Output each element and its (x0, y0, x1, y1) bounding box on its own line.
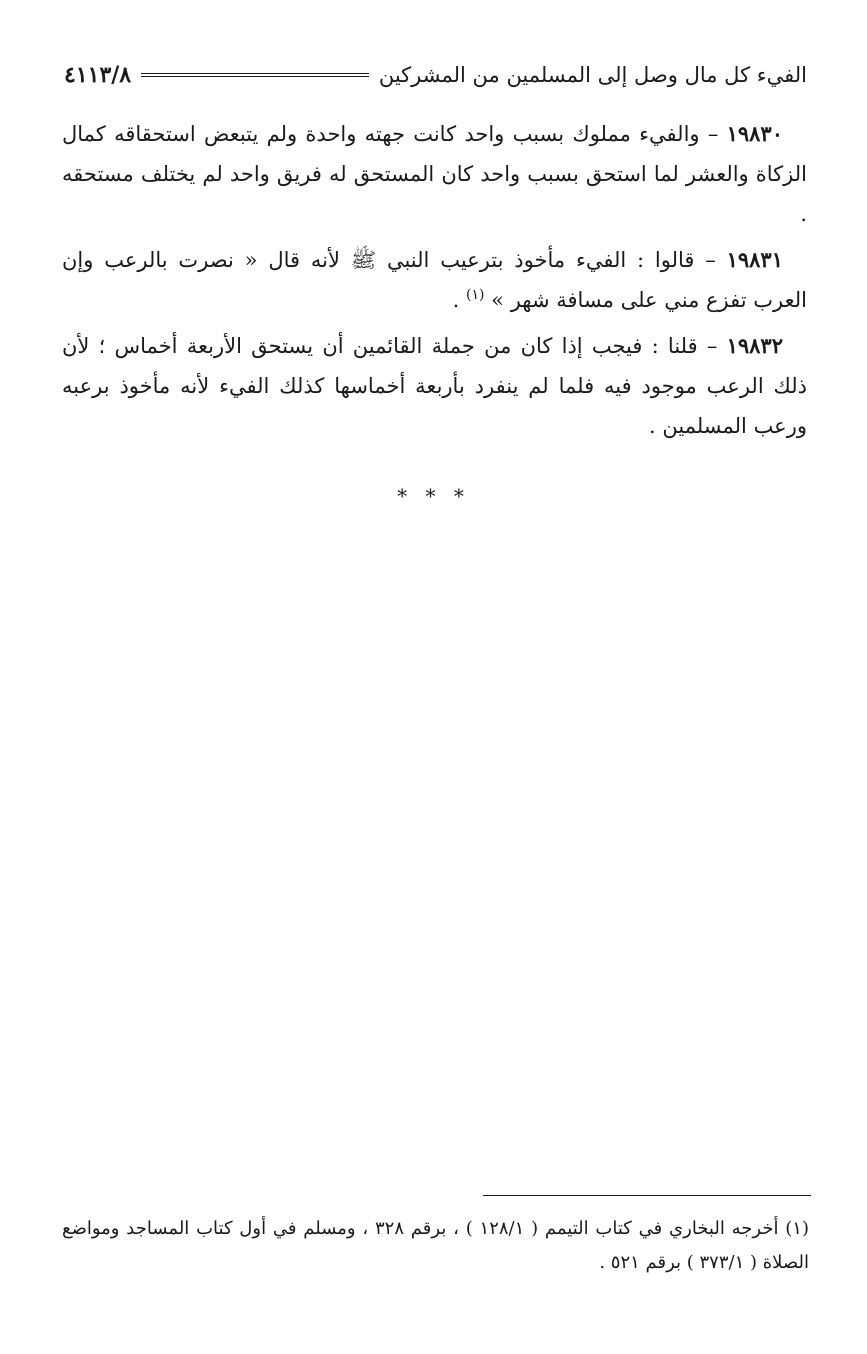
page-reference: ٤١١٣/٨ (64, 62, 132, 88)
running-title: الفيء كل مال وصل إلى المسلمين من المشركين (378, 63, 807, 87)
section-separator: * * * (397, 484, 470, 508)
footnote-1: (١) أخرجه البخاري في كتاب التيمم ( ١٢٨/١ ) ، برقم ٣٢٨ ، ومسلم في أول كتاب المساجد ومواضع الصلاة ( ٣٧٣/١ ) برقم ٥٢١ . (62, 1218, 809, 1273)
footnote-rule (483, 1195, 811, 1196)
main-text (62, 114, 807, 452)
header-rule (141, 73, 369, 77)
footnote-marker[interactable]: (١) (466, 287, 485, 303)
footnotes (62, 1212, 809, 1280)
paragraph-number: ١٩٨٣٠ (726, 121, 783, 146)
paragraph-text: – والفيء مملوك بسبب واحد كانت جهته واحدة ولم يتبعض استحقاقه كمال الزكاة والعشر لما استحق بسبب واحد كان المستحق له فريق واحد لم يختلف مستحقه . (62, 122, 807, 226)
paragraph-text: – قالوا : الفيء مأخوذ بترعيب النبي ﷺ لأنه قال « نصرت بالرعب وإن العرب تفزع مني على مسافة شهر » (62, 248, 807, 312)
paragraph-number: ١٩٨٣١ (726, 247, 783, 272)
paragraph-number: ١٩٨٣٢ (726, 333, 783, 358)
paragraph-text: – قلنا : فيجب إذا كان من جملة القائمين أن يستحق الأربعة أخماس ؛ لأن ذلك الرعب موجود فيه فلما لم ينفرد بأربعة أخماسها كذلك الفيء لأنه مأخوذ برعبه ورعب المسلمين . (62, 334, 807, 438)
paragraph-tail: . (452, 288, 467, 312)
paragraph-19831 (62, 240, 807, 320)
paragraph-19830 (62, 114, 807, 234)
running-header (64, 58, 807, 92)
paragraph-19832 (62, 326, 807, 446)
